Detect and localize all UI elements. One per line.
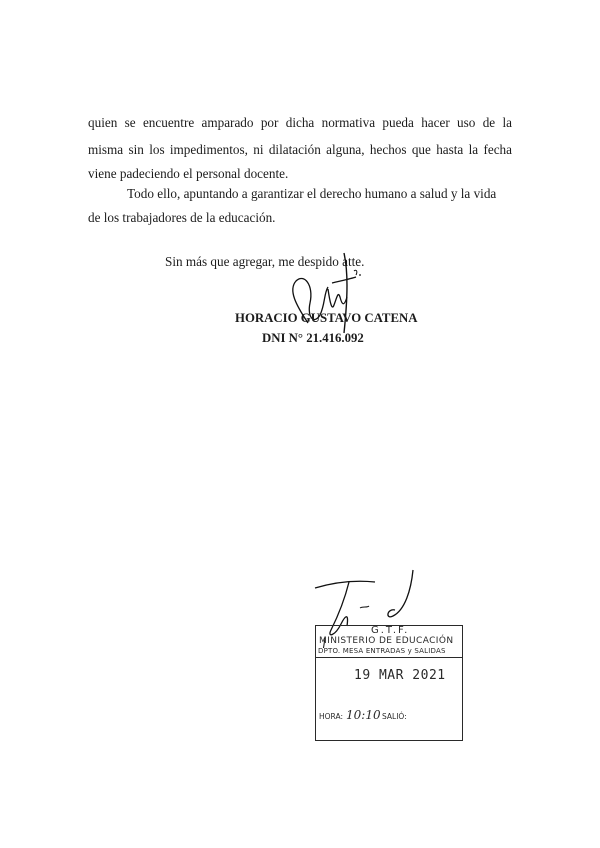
paragraph-line-2: [88, 142, 512, 158]
word: dilatación: [268, 142, 321, 157]
word: pueda: [382, 115, 414, 130]
word: amparado: [201, 115, 254, 130]
paragraph2-line-2: de los trabajadores de la educación.: [88, 210, 276, 225]
word: que: [411, 142, 431, 157]
word: normativa: [321, 115, 376, 130]
stamp-line-2: MINISTERIO DE EDUCACIÓN: [319, 636, 454, 646]
word: impedimentos,: [169, 142, 248, 157]
word: hacer: [421, 115, 450, 130]
signatory-dni: DNI N° 21.416.092: [262, 331, 364, 345]
word: fecha: [483, 142, 512, 157]
word: sin: [128, 142, 144, 157]
stamp-hora-label: HORA:: [319, 712, 343, 721]
receipt-stamp: [315, 625, 463, 741]
word: encuentre: [142, 115, 195, 130]
word: alguna,: [326, 142, 365, 157]
paragraph2-line-1: Todo ello, apuntando a garantizar el derecho humano a salud y la vida: [127, 186, 497, 201]
signatory-name: HORACIO GUSTAVO CATENA: [235, 311, 418, 325]
word: la: [468, 142, 479, 157]
word: por: [260, 115, 279, 130]
stamp-line-3: DPTO. MESA ENTRADAS y SALIDAS: [318, 647, 446, 655]
word: uso: [457, 115, 476, 130]
stamp-line-1: G.T.F.: [371, 625, 410, 636]
paragraph-line-3: viene padeciendo el personal docente.: [88, 166, 289, 181]
word: quien: [88, 115, 118, 130]
word: la: [502, 115, 512, 130]
word: de: [482, 115, 496, 130]
word: ni: [253, 142, 264, 157]
word: misma: [88, 142, 124, 157]
word: se: [124, 115, 136, 130]
word: dicha: [285, 115, 315, 130]
paragraph-line-1: [88, 115, 512, 131]
word: hechos: [369, 142, 407, 157]
word: los: [149, 142, 165, 157]
word: hasta: [436, 142, 464, 157]
stamp-salio-label: SALIÓ:: [382, 712, 407, 721]
closing-line: Sin más que agregar, me despido atte.: [165, 254, 365, 269]
stamp-date: 19 MAR 2021: [354, 668, 446, 683]
stamp-hora-value: 10:10: [346, 708, 381, 722]
